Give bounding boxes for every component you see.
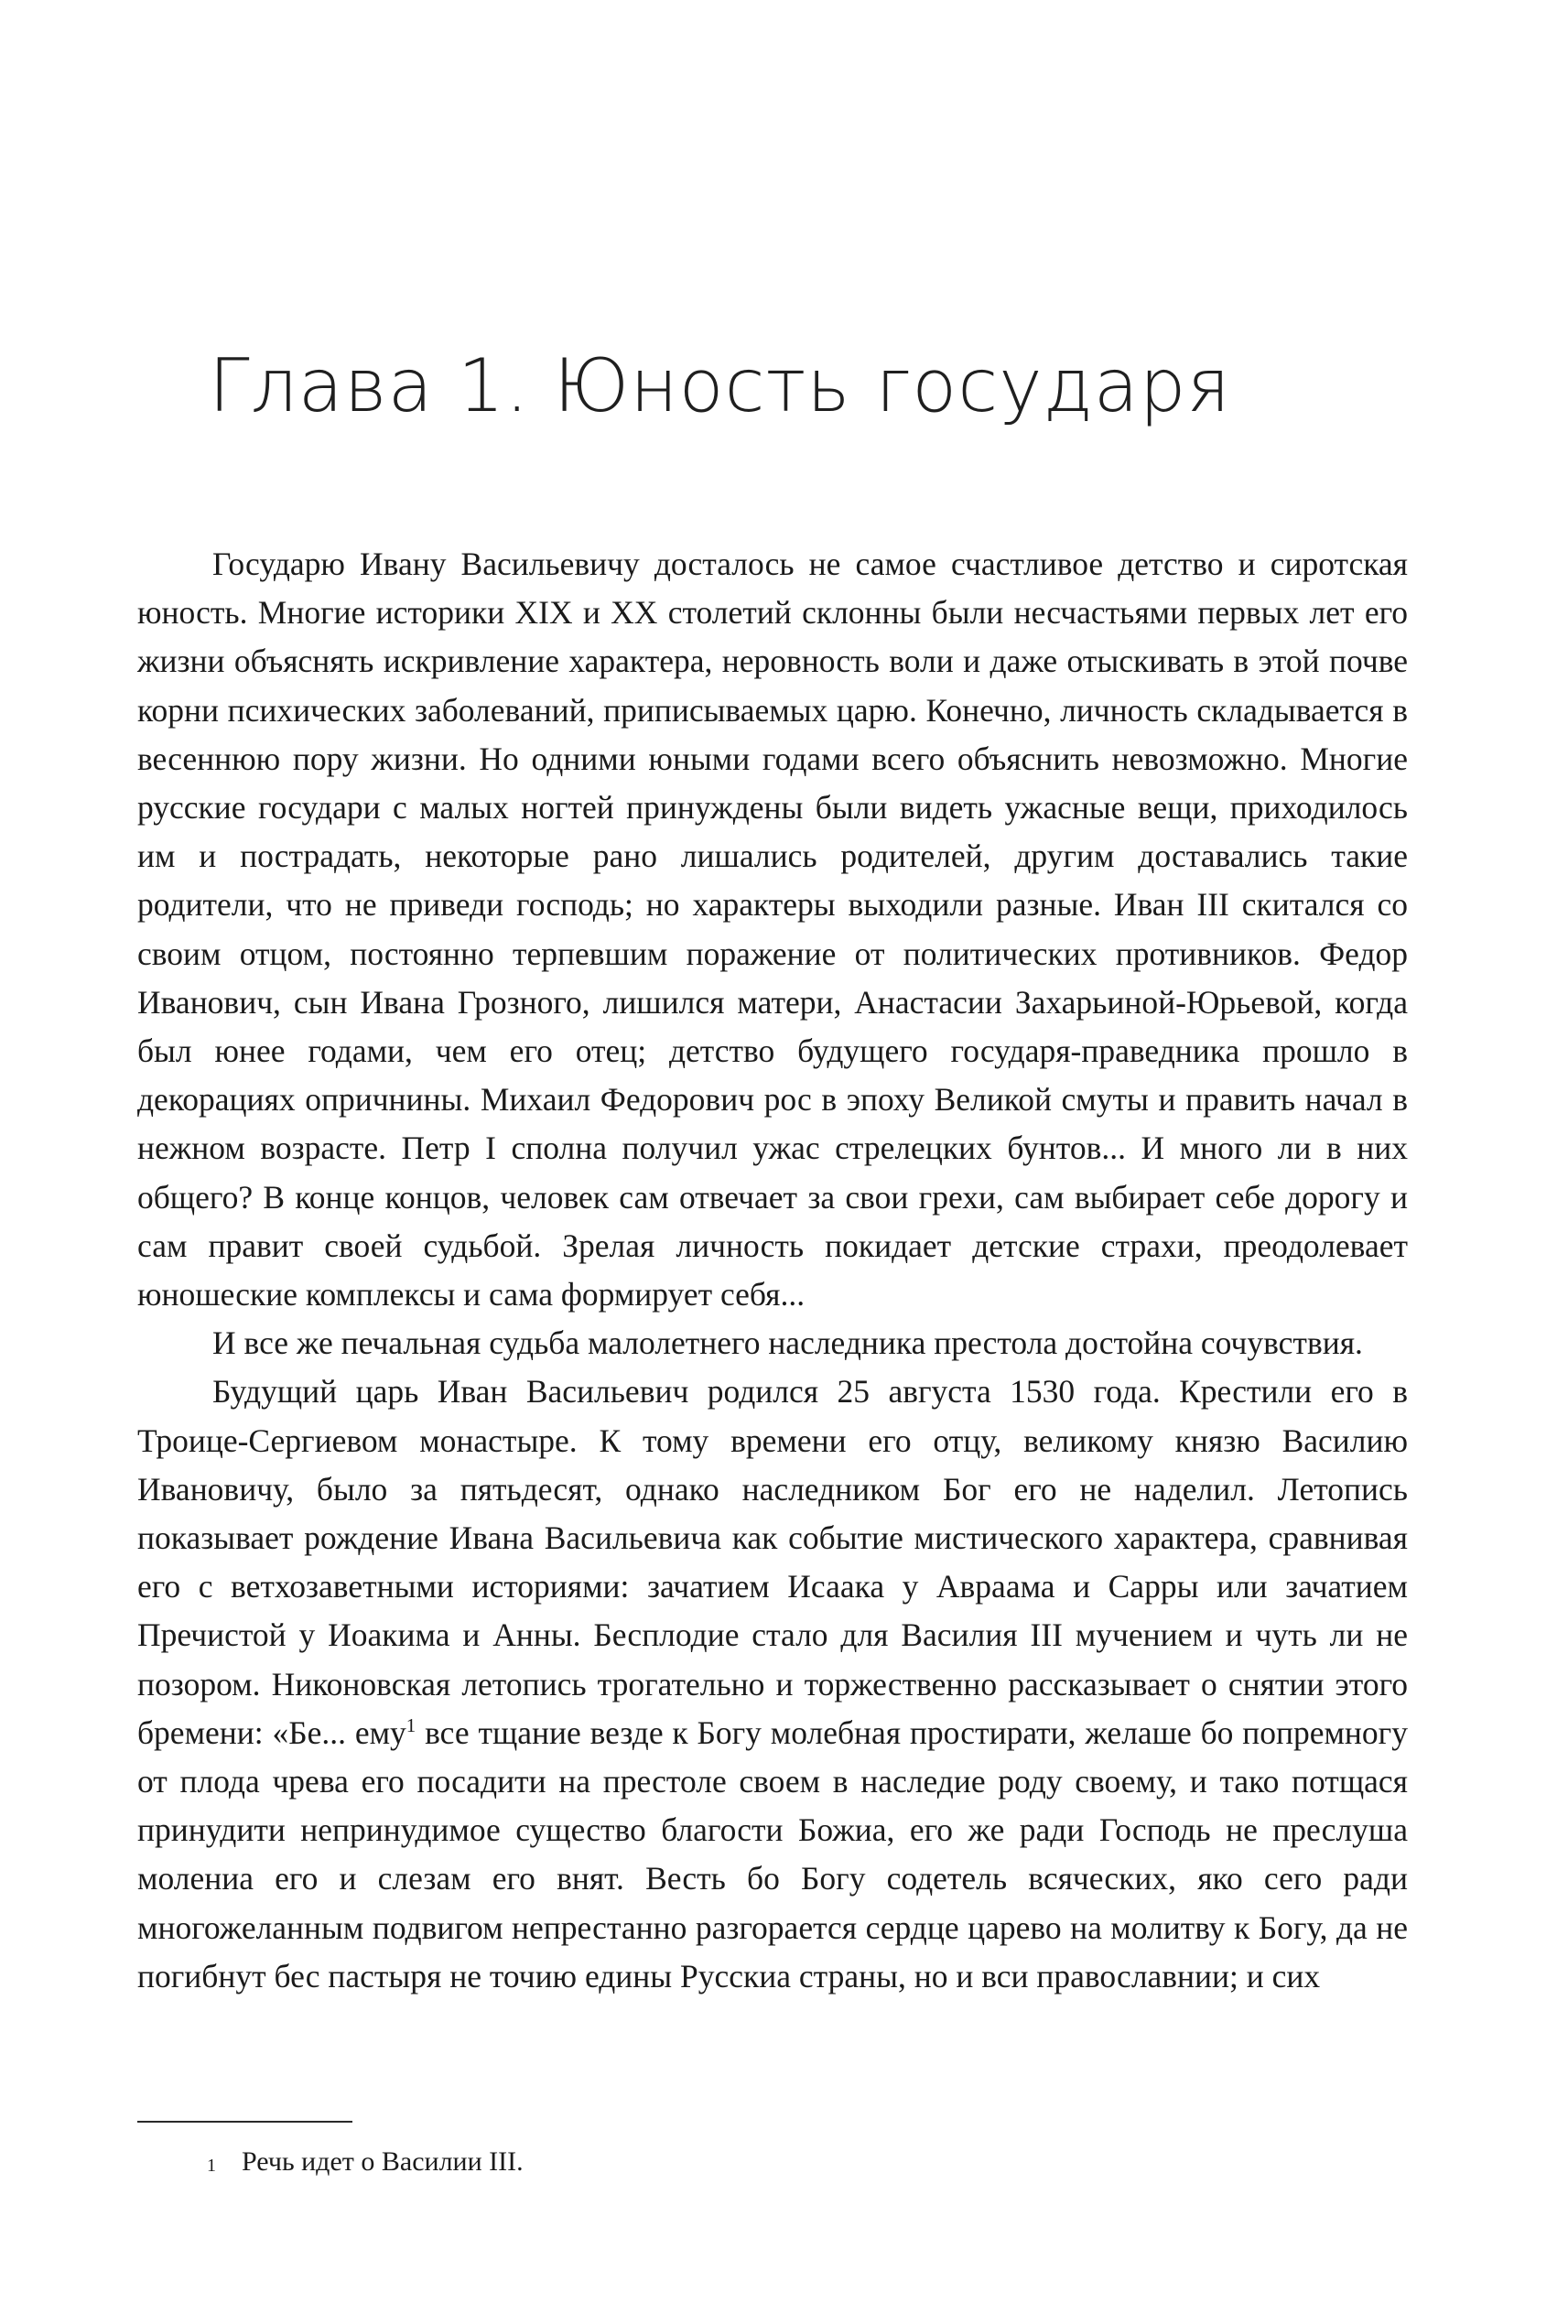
paragraph — [137, 1319, 1408, 1367]
paragraph-text-continued: все тщание везде к Богу молебная простирати, желаше бо попремногу от плода чрева его посадити на престоле своем в наследие роду своему, и тако потщася принудити непринудимое существо благости Божиа, его же ради Господь не преслуша молениа его и слезам его внят. Весть бо Богу содетель всяческих, яко сего ради многожеланным подвигом непрестанно разгорается сердце царево на молитву к Богу, да не погибнут бес пастыря не точию едины Русскиа страны, но и вси православнии; и сих — [137, 1713, 1408, 1994]
paragraph-text: Будущий царь Иван Васильевич родился 25 августа 1530 года. Крестили его в Троице-Сергиевом монастыре. К тому времени его отцу, великому князю Василию Ивановичу, было за пятьдесят, однако наследником Бог его не наделил. Летопись показывает рождение Ивана Васильевича как событие мистического характера, сравнивая его с ветхозаветными историями: зачатием Исаака у Авраама и Сарры или зачатием Пречистой у Иоакима и Анны. Бесплодие стало для Василия III мучением и чуть ли не позором. Никоновская летопись трогательно и торжественно рассказывает о снятии этого бремени: «Бе... ему — [137, 1373, 1408, 1751]
footnote-text: Речь идет о Василии III. — [242, 2146, 524, 2177]
paragraph — [137, 540, 1408, 1319]
footnote-reference[interactable]: 1 — [406, 1714, 416, 1737]
main-text — [137, 540, 1408, 2001]
footnote-number: 1 — [207, 2156, 216, 2176]
chapter-title: Глава 1. Юность государя — [209, 343, 1231, 428]
paragraph-text: И все же печальная судьба малолетнего наследника престола достойна сочувствия. — [212, 1324, 1363, 1362]
footnote — [207, 2144, 524, 2180]
paragraph-text: Государю Ивану Васильевичу досталось не самое счастливое детство и сиротская юность. Многие историки XIX и XX столетий склонны были несчастьями первых лет его жизни объяснять искривление характера, неровность воли и даже отыскивать в этой почве корни психических заболеваний, приписываемых царю. Конечно, личность складывается в весеннюю пору жизни. Но одними юными годами всего объяснить невозможно. Многие русские государи с малых ногтей принуждены были видеть ужасные вещи, приходилось им и пострадать, некоторые рано лишались родителей, другим доставались такие родители, что не приведи господь; но характеры выходили разные. Иван III скитался со своим отцом, постоянно терпевшим поражение от политических противников. Федор Иванович, сын Ивана Грозного, лишился матери, Анастасии Захарьиной-Юрьевой, когда был юнее годами, чем его отец; детство будущего государя-праведника прошло в декорациях опричнины. Михаил Федорович рос в эпоху Великой смуты и править начал в нежном возрасте. Петр I сполна получил ужас стрелецких бунтов... И много ли в них общего? В конце концов, человек сам отвечает за свои грехи, сам выбирает себе дорогу и сам правит своей судьбой. Зрелая личность покидает детские страхи, преодолевает юношеские комплексы и сама формирует себя... — [137, 546, 1408, 1313]
footnote-divider — [137, 2121, 352, 2123]
paragraph — [137, 1367, 1408, 2001]
